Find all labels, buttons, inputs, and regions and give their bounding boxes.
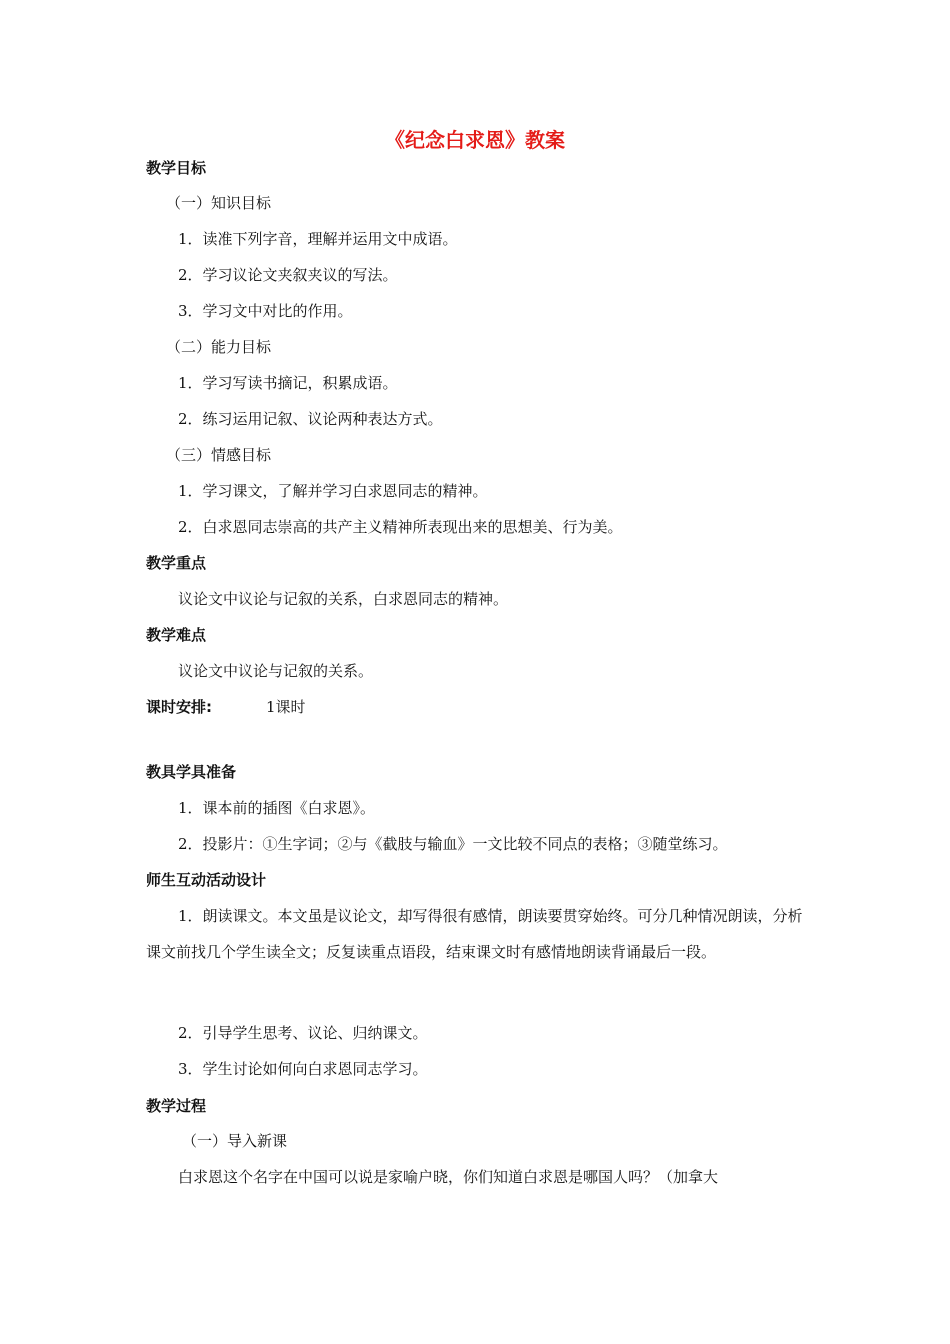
interaction-item-2: 2．引导学生思考、议论、归纳课文。 [178, 1024, 428, 1042]
materials-item-2: 2．投影片：①生字词；②与《截肢与输血》一文比较不同点的表格；③随堂练习。 [178, 835, 728, 853]
knowledge-item-2: 2．学习议论文夹叙夹议的写法。 [178, 266, 398, 284]
materials-heading: 教具学具准备 [146, 763, 237, 781]
interaction-paragraph-1-text: 1．朗读课文。本文虽是议论文，却写得很有感情，朗读要贯穿始终。可分几种情况朗读，分析课文前找几个学生读全文；反复读重点语段，结束课文时有感情地朗读背诵最后一段。 [146, 907, 803, 961]
ability-objectives-heading: （二）能力目标 [166, 338, 272, 356]
knowledge-item-3: 3．学习文中对比的作用。 [178, 302, 353, 320]
interaction-item-3: 3．学生讨论如何向白求恩同志学习。 [178, 1060, 428, 1078]
schedule-row [146, 697, 306, 717]
process-heading: 教学过程 [146, 1097, 207, 1115]
knowledge-item-1: 1．读准下列字音，理解并运用文中成语。 [178, 230, 458, 248]
schedule-value: 1课时 [266, 698, 306, 716]
emotion-item-2: 2．白求恩同志崇高的共产主义精神所表现出来的思想美、行为美。 [178, 518, 623, 536]
objectives-heading: 教学目标 [146, 159, 207, 177]
interaction-paragraph-1 [146, 898, 806, 970]
emotion-objectives-heading: （三）情感目标 [166, 446, 272, 464]
key-points-text: 议论文中议论与记叙的关系，白求恩同志的精神。 [178, 590, 509, 608]
emotion-item-1: 1．学习课文，了解并学习白求恩同志的精神。 [178, 482, 488, 500]
ability-item-2: 2．练习运用记叙、议论两种表达方式。 [178, 410, 443, 428]
process-intro-text: 白求恩这个名字在中国可以说是家喻户晓，你们知道白求恩是哪国人吗？（加拿大 [178, 1168, 719, 1186]
interaction-heading: 师生互动活动设计 [146, 871, 267, 889]
ability-item-1: 1．学习写读书摘记，积累成语。 [178, 374, 398, 392]
difficulties-heading: 教学难点 [146, 626, 207, 644]
difficulties-text: 议论文中议论与记叙的关系。 [178, 662, 374, 680]
schedule-label: 课时安排: [146, 698, 212, 716]
document-title: 《纪念白求恩》教案 [385, 128, 565, 152]
key-points-heading: 教学重点 [146, 554, 207, 572]
materials-item-1: 1．课本前的插图《白求恩》。 [178, 799, 376, 817]
process-sub-heading: （一）导入新课 [182, 1132, 288, 1150]
knowledge-objectives-heading: （一）知识目标 [166, 194, 272, 212]
